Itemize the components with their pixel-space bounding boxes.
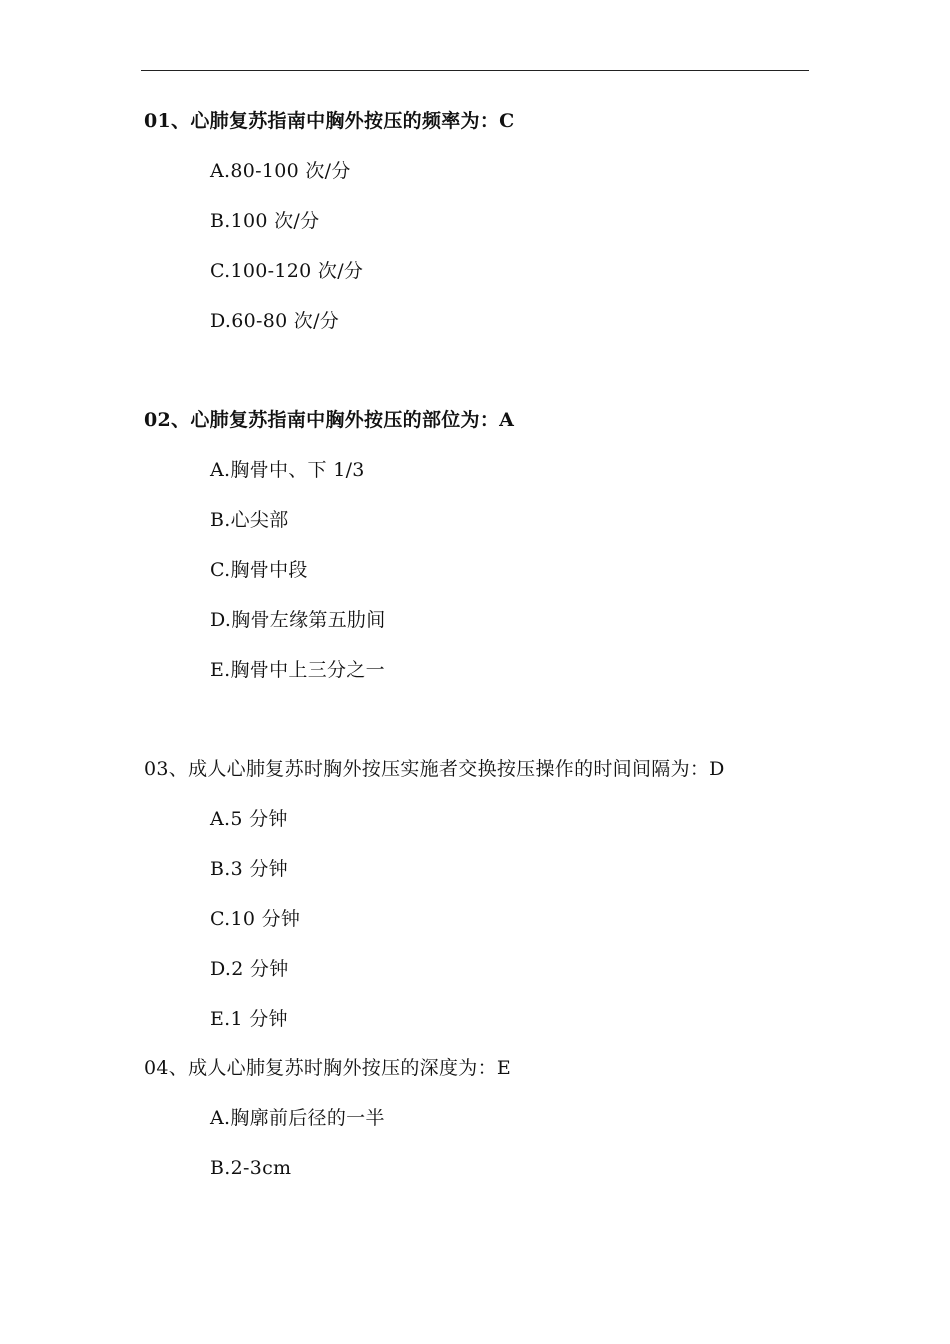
question-03-text: 03、成人心肺复苏时胸外按压实施者交换按压操作的时间间隔为：D	[144, 758, 725, 780]
question-02-text: 02、心肺复苏指南中胸外按压的部位为：A	[144, 409, 515, 431]
header-rule	[141, 70, 809, 71]
question-01-option-c: C.100-120 次/分	[210, 260, 364, 282]
question-02-option-b: B.心尖部	[210, 509, 289, 531]
question-04-text: 04、成人心肺复苏时胸外按压的深度为：E	[144, 1057, 512, 1079]
question-03-option-e: E.1 分钟	[210, 1008, 288, 1030]
question-01-option-a: A.80-100 次/分	[210, 160, 351, 182]
question-04-option-a: A.胸廓前后径的一半	[210, 1107, 385, 1129]
question-01-text: 01、心肺复苏指南中胸外按压的频率为：C	[144, 110, 515, 132]
question-03-option-c: C.10 分钟	[210, 908, 301, 930]
question-02-option-c: C.胸骨中段	[210, 559, 308, 581]
question-02-option-e: E.胸骨中上三分之一	[210, 659, 385, 681]
question-01-option-b: B.100 次/分	[210, 210, 320, 232]
question-03-option-a: A.5 分钟	[210, 808, 288, 830]
question-01-option-d: D.60-80 次/分	[210, 310, 340, 332]
question-04-option-b: B.2-3cm	[210, 1157, 292, 1179]
question-02-option-a: A.胸骨中、下 1/3	[210, 459, 365, 481]
question-03-option-b: B.3 分钟	[210, 858, 288, 880]
question-02-option-d: D.胸骨左缘第五肋间	[210, 609, 386, 631]
question-03-option-d: D.2 分钟	[210, 958, 289, 980]
